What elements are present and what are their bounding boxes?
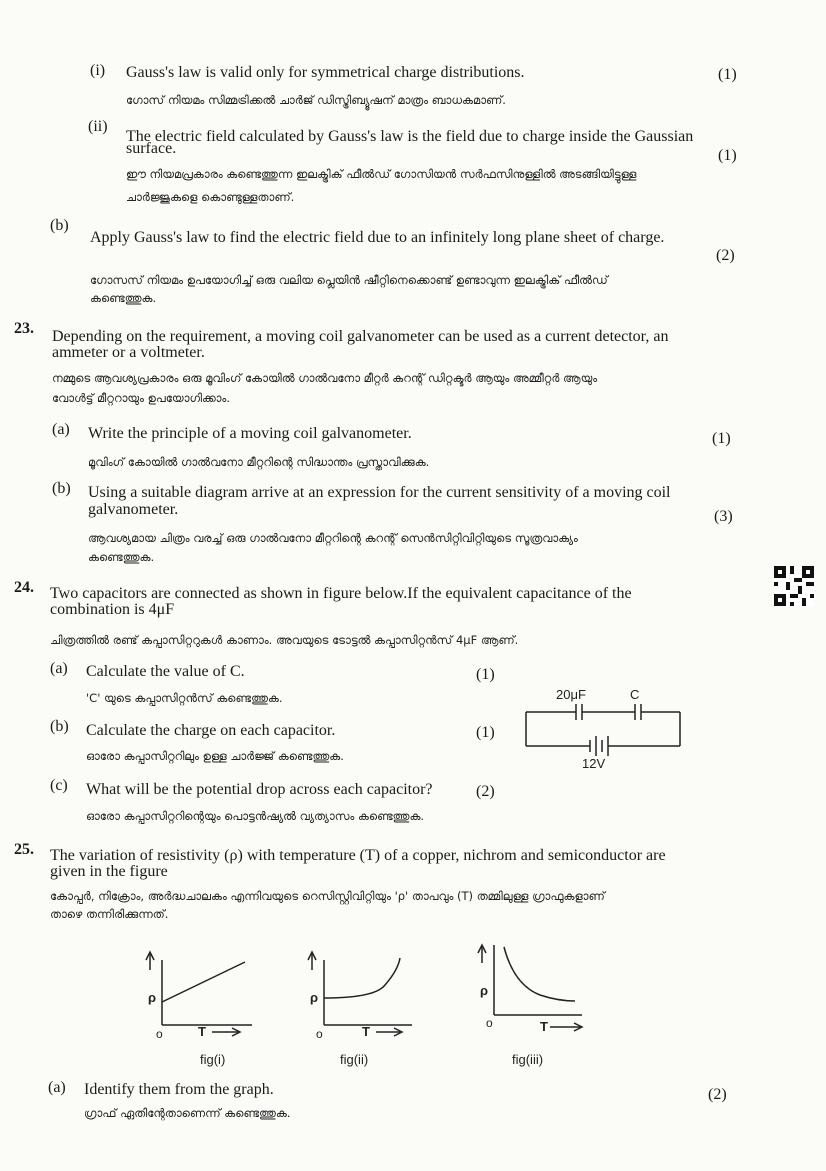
q23-part-b-text-2: galvanometer. bbox=[88, 501, 179, 518]
q22-part-i-marks: (1) bbox=[718, 66, 737, 83]
fig-i-caption: fig(i) bbox=[200, 1052, 226, 1067]
q24-part-b-marks: (1) bbox=[476, 724, 495, 741]
fig-ii-origin: o bbox=[316, 1027, 323, 1041]
q25-malayalam-2: താഴെ തന്നിരിക്കുന്നത്. bbox=[50, 907, 169, 921]
capacitor-20uf-label: 20μF bbox=[556, 687, 586, 702]
q23-part-b-malayalam-2: കണ്ടെത്തുക. bbox=[88, 550, 155, 564]
q24-malayalam: ചിത്രത്തിൽ രണ്ട് കപ്പാസിറ്ററുകൾ കാണാം. അവയുടെ ടോട്ടൽ കപ്പാസിറ്റൻസ് 4μF ആണ്. bbox=[50, 633, 519, 647]
fig-i-x-label: T bbox=[198, 1024, 206, 1039]
capacitor-c-label: C bbox=[630, 687, 640, 702]
q23-number: 23. bbox=[14, 320, 34, 337]
graph-fig-i bbox=[140, 940, 260, 1070]
fig-iii-origin: o bbox=[486, 1016, 493, 1030]
q22-part-b-marks: (2) bbox=[716, 247, 735, 264]
q23-part-a-malayalam: മൂവിംഗ് കോയിൽ ഗാൽവനോ മീറ്ററിന്റെ സിദ്ധാന്തം പ്രസ്താവിക്കുക. bbox=[88, 455, 430, 469]
q25-number: 25. bbox=[14, 841, 34, 858]
q24-part-c-marks: (2) bbox=[476, 783, 495, 800]
q24-part-c-text: What will be the potential drop across each capacitor? bbox=[86, 781, 433, 798]
q24-text-1: Two capacitors are connected as shown in figure below.If the equivalent capacitance of the bbox=[50, 585, 632, 602]
q25-text-1: The variation of resistivity (ρ) with temperature (T) of a copper, nichrom and semiconductor are bbox=[50, 847, 666, 864]
q22-part-ii-text-1: The electric field calculated by Gauss's law is the field due to charge inside the Gaussian bbox=[126, 128, 694, 145]
q23-part-a-text: Write the principle of a moving coil galvanometer. bbox=[88, 425, 412, 442]
q24-number: 24. bbox=[14, 579, 34, 596]
q23-malayalam-2: വോൾട്ട് മീറ്ററായും ഉപയോഗിക്കാം. bbox=[52, 391, 230, 405]
q22-part-b-label: (b) bbox=[50, 217, 69, 234]
q23-part-a-label: (a) bbox=[52, 421, 70, 438]
graph-fig-iii bbox=[470, 935, 600, 1070]
q22-part-b-text: Apply Gauss's law to find the electric field due to an infinitely long plane sheet of charge. bbox=[90, 229, 665, 246]
capacitor-circuit-diagram bbox=[520, 684, 690, 770]
q23-part-a-marks: (1) bbox=[712, 430, 731, 447]
qr-code-icon bbox=[774, 566, 814, 606]
q22-part-ii-malayalam-2: ചാർജ്ജുകളെ കൊണ്ടുള്ളതാണ്. bbox=[126, 190, 295, 204]
q24-part-c-label: (c) bbox=[50, 777, 68, 794]
battery-12v-label: 12V bbox=[582, 756, 606, 770]
q24-part-b-malayalam: ഓരോ കപ്പാസിറ്ററിലും ഉള്ള ചാർജ്ജ് കണ്ടെത്തുക. bbox=[86, 749, 344, 763]
graph-fig-ii bbox=[300, 940, 420, 1070]
fig-iii-caption: fig(iii) bbox=[512, 1052, 544, 1067]
fig-ii-caption: fig(ii) bbox=[340, 1052, 369, 1067]
q23-text-1: Depending on the requirement, a moving coil galvanometer can be used as a current detector, an bbox=[52, 328, 669, 345]
q22-part-i-text: Gauss's law is valid only for symmetrical charge distributions. bbox=[126, 64, 525, 81]
q24-part-a-marks: (1) bbox=[476, 666, 495, 683]
q24-part-b-label: (b) bbox=[50, 718, 69, 735]
q24-part-a-label: (a) bbox=[50, 660, 68, 677]
q23-part-b-text-1: Using a suitable diagram arrive at an expression for the current sensitivity of a moving coil bbox=[88, 484, 671, 501]
q24-text-2: combination is 4μF bbox=[50, 601, 175, 618]
fig-i-origin: o bbox=[156, 1027, 163, 1041]
q22-part-ii-marks: (1) bbox=[718, 147, 737, 164]
q23-part-b-marks: (3) bbox=[714, 508, 733, 525]
q25-part-a-text: Identify them from the graph. bbox=[84, 1081, 274, 1098]
q25-part-a-label: (a) bbox=[48, 1079, 66, 1096]
q22-part-b-malayalam-1: ഗോസസ് നിയമം ഉപയോഗിച്ച് ഒരു വലിയ പ്ലെയിൻ ഷീറ്റിനെക്കൊണ്ട് ഉണ്ടാവുന്ന ഇലക്ട്രിക് ഫീൽഡ് bbox=[90, 273, 608, 287]
q23-part-b-malayalam-1: ആവശ്യമായ ചിത്രം വരച്ച് ഒരു ഗാൽവനോ മീറ്ററിന്റെ കറന്റ് സെൻസിറ്റിവിറ്റിയുടെ സൂത്രവാക്യം bbox=[88, 531, 578, 545]
fig-iii-x-label: T bbox=[540, 1019, 548, 1034]
q22-part-b-malayalam-2: കണ്ടെത്തുക. bbox=[90, 291, 157, 305]
q22-part-i-malayalam: ഗോസ് നിയമം സിമ്മട്രിക്കൽ ചാർജ് ഡിസ്ട്രിബ്യൂഷന് മാത്രം ബാധകമാണ്. bbox=[126, 93, 506, 107]
q22-part-i-label: (i) bbox=[90, 62, 106, 79]
q22-part-ii-text-2: surface. bbox=[126, 140, 177, 157]
fig-i-y-label: ρ bbox=[148, 990, 157, 1005]
q24-part-b-text: Calculate the charge on each capacitor. bbox=[86, 722, 336, 739]
q23-malayalam-1: നമ്മുടെ ആവശ്യപ്രകാരം ഒരു മൂവിംഗ് കോയിൽ ഗാൽവനോ മീറ്റർ കറന്റ് ഡിറ്റക്ടർ ആയും അമ്മീറ്റർ ആയും bbox=[52, 371, 598, 385]
q25-text-2: given in the figure bbox=[50, 863, 168, 880]
fig-ii-y-label: ρ bbox=[310, 990, 319, 1005]
q23-text-2: ammeter or a voltmeter. bbox=[52, 344, 205, 361]
q25-part-a-malayalam: ഗ്രാഫ് ഏതിന്റേതാണെന്ന് കണ്ടെത്തുക. bbox=[84, 1106, 291, 1120]
fig-iii-y-label: ρ bbox=[480, 983, 489, 998]
q25-part-a-marks: (2) bbox=[708, 1086, 727, 1103]
q24-part-c-malayalam: ഓരോ കപ്പാസിറ്ററിന്റെയും പൊട്ടൻഷ്യൽ വ്യത്യാസം കണ്ടെത്തുക. bbox=[86, 809, 425, 823]
q24-part-a-text: Calculate the value of C. bbox=[86, 663, 245, 680]
q22-part-ii-label: (ii) bbox=[88, 118, 108, 135]
q22-part-ii-malayalam-1: ഈ നിയമപ്രകാരം കണ്ടെത്തുന്ന ഇലക്ട്രിക് ഫീൽഡ് ഗോസിയൻ സർഫസിനുള്ളിൽ അടങ്ങിയിട്ടുള്ള bbox=[126, 167, 637, 181]
fig-ii-x-label: T bbox=[362, 1024, 370, 1039]
q25-malayalam-1: കോപ്പർ, നിക്രോം, അർദ്ധചാലകം എന്നിവയുടെ റെസിസ്റ്റിവിറ്റിയും 'ρ' താപവും (T) തമ്മിലുള്ള ഗ്രാഫുകളാണ് bbox=[50, 889, 605, 903]
q23-part-b-label: (b) bbox=[52, 480, 71, 497]
q24-part-a-malayalam: 'C' യുടെ കപ്പാസിറ്റൻസ് കണ്ടെത്തുക. bbox=[86, 691, 283, 705]
